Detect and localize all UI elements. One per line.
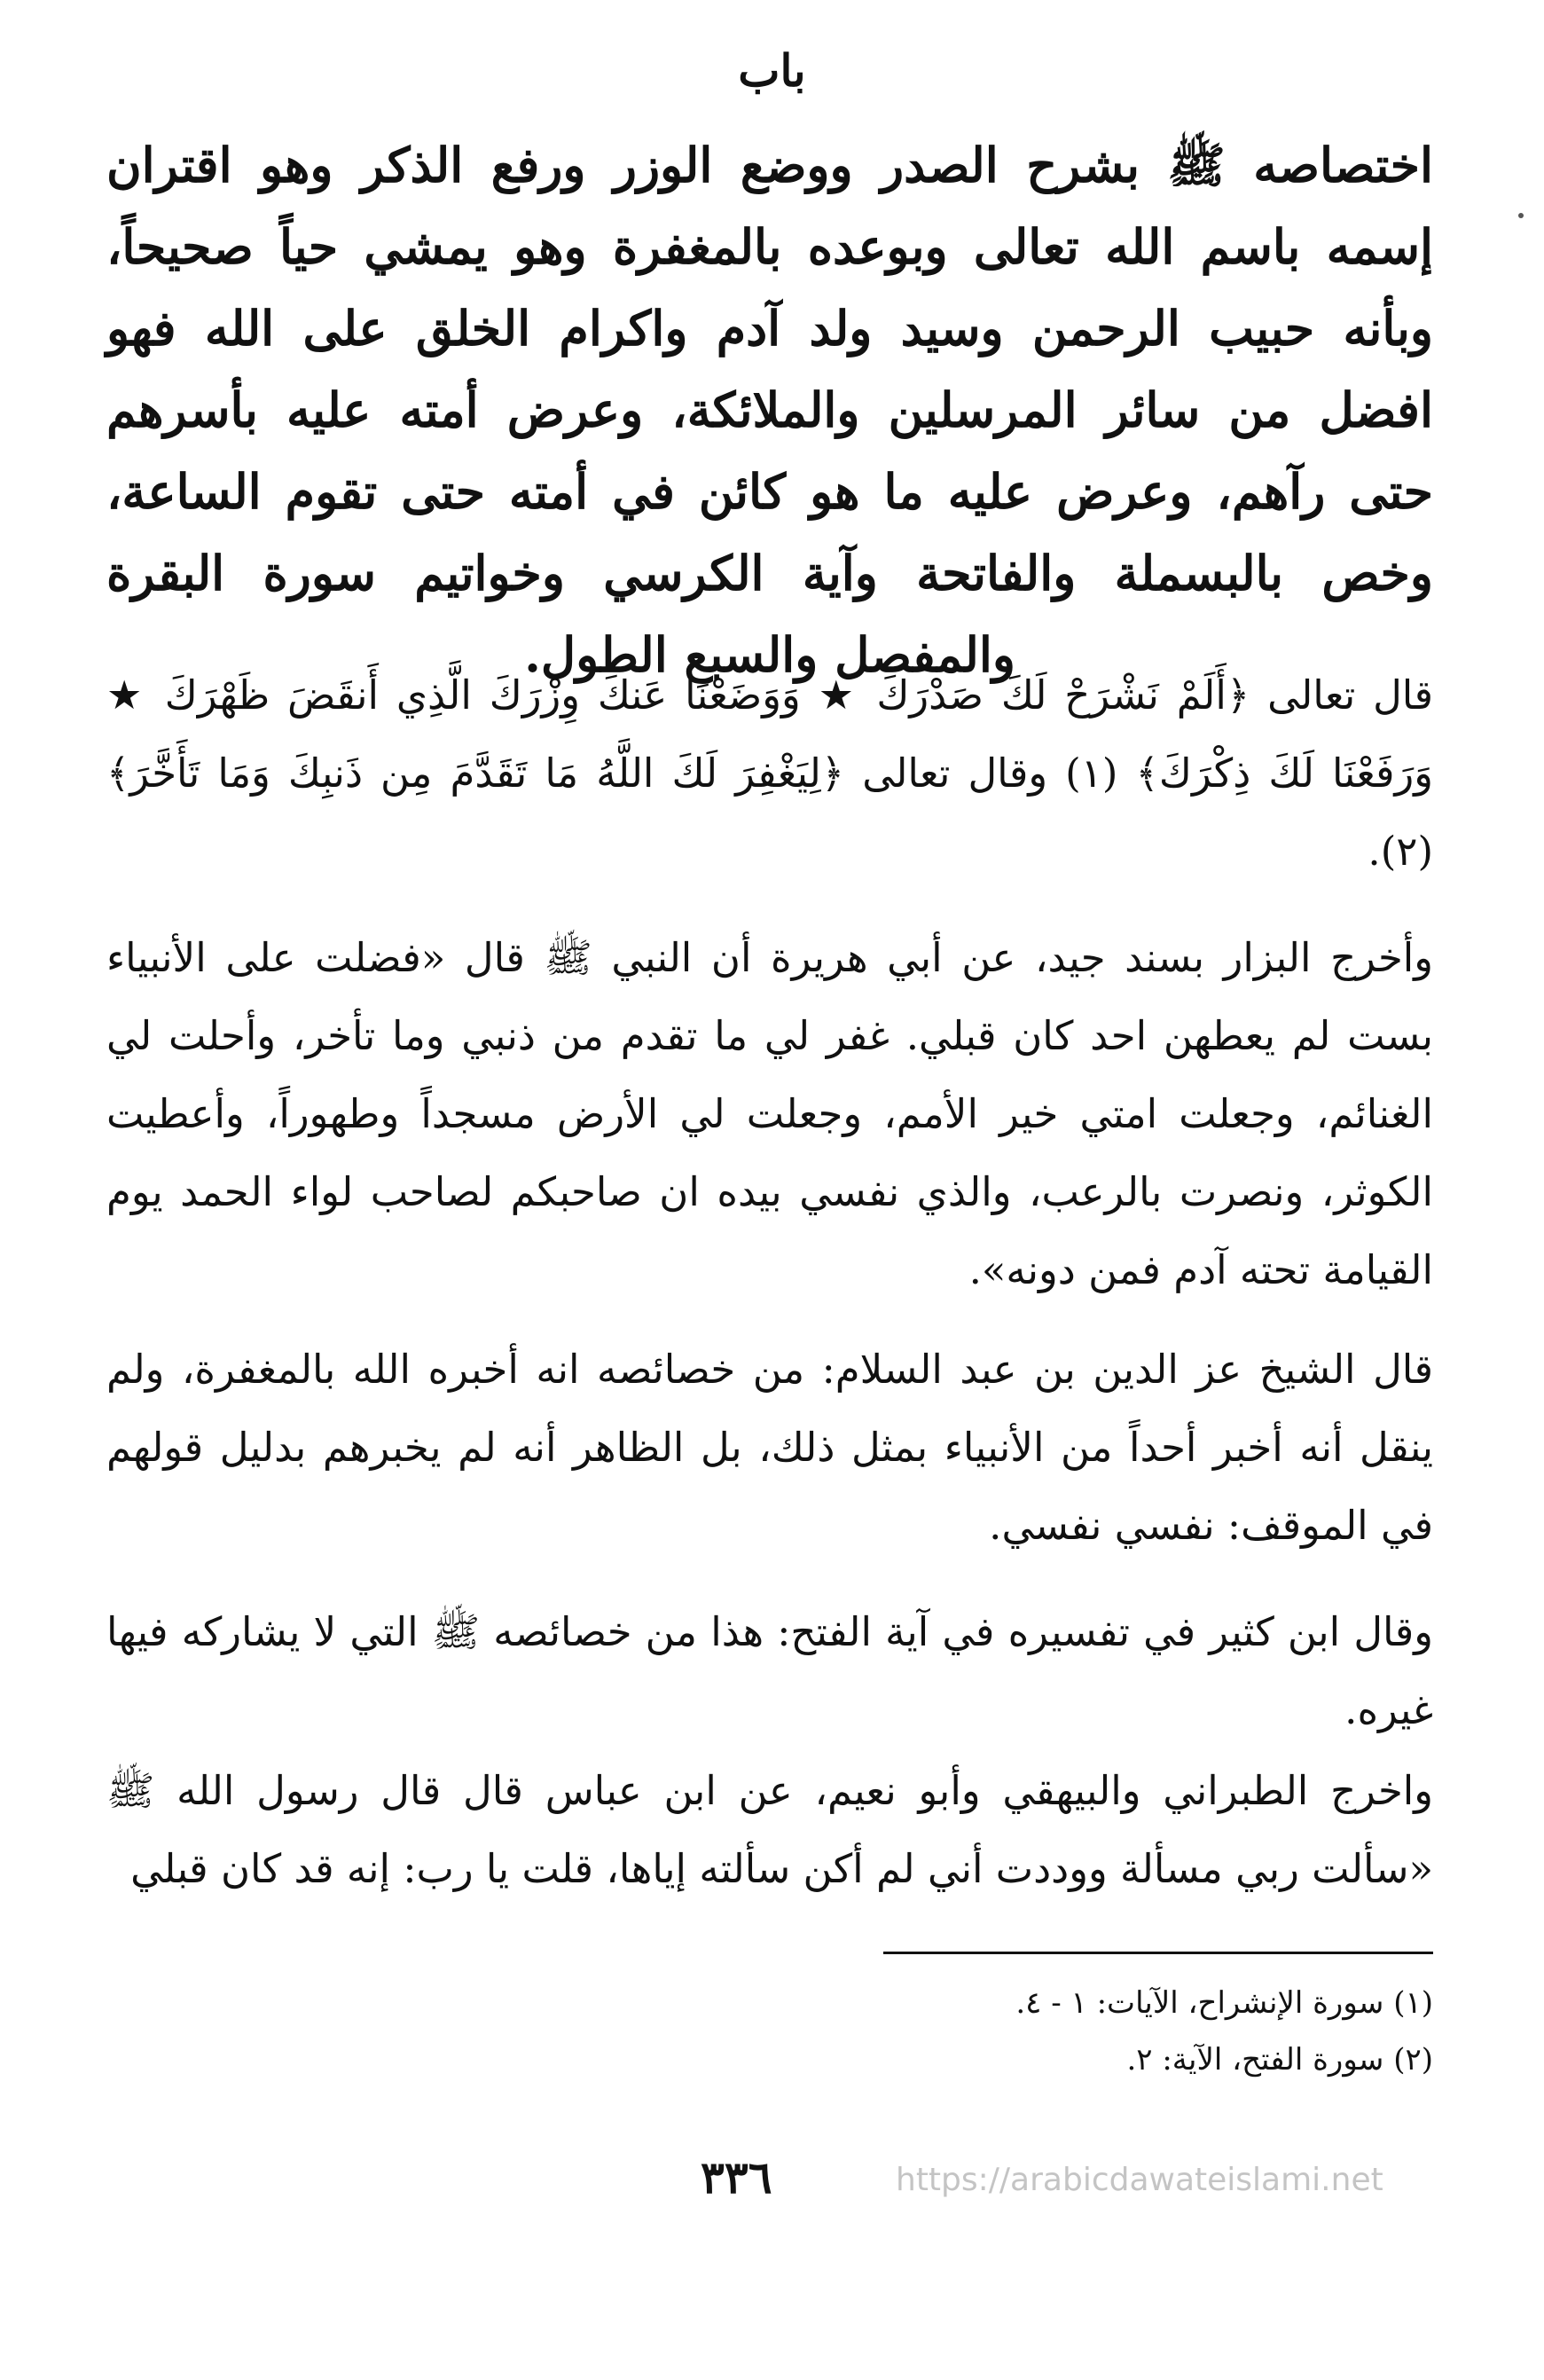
paragraph-hadith-bazzar: وأخرج البزار بسند جيد، عن أبي هريرة أن النبي ﷺ قال «فضلت على الأنبياء بست لم يعطهن احد كان قبلي. غفر لي ما تقدم من ذنبي وما تأخر، وأحلت لي الغنائم، وجعلت امتي خير الأمم، وجعلت لي الأرض مسجداً وطهوراً، وأعطيت الكوثر، ونصرت بالرعب، والذي نفسي بيده ان صاحبكم لصاحب لواء الحمد يوم القيامة تحته آدم فمن دونه».	[106, 934, 1433, 1293]
paragraph-ibn-kathir: وقال ابن كثير في تفسيره في آية الفتح: هذا من خصائصه ﷺ التي لا يشاركه فيها غيره.	[106, 1608, 1433, 1733]
page-number: ٣٣٦	[701, 2151, 772, 2203]
stray-ink-mark	[1518, 213, 1524, 218]
paragraph-quran-verses: قال تعالى ﴿أَلَمْ نَشْرَحْ لَكَ صَدْرَكَ ★ وَوَضَعْنَا عَنكَ وِزْرَكَ الَّذِي أَنقَضَ ظَهْرَكَ ★ وَرَفَعْنَا لَكَ ذِكْرَكَ﴾ (١) وقال تعالى ﴿لِيَغْفِرَ لَكَ اللَّهُ مَا تَقَدَّمَ مِن ذَنبِكَ وَمَا تَأَخَّرَ﴾ (٢).	[106, 672, 1433, 875]
footnotes	[532, 1975, 1433, 2088]
chapter-title: اختصاصه ﷺ بشرح الصدر ووضع الوزر ورفع الذكر وهو اقتران إسمه باسم الله تعالى وبوعده بالمغفرة وهو يمشي حياً صحيحاً، وبأنه حبيب الرحمن وسيد ولد آدم واكرام الخلق على الله فهو افضل من سائر المرسلين والملائكة، وعرض أمته عليه بأسرهم حتى رآهم، وعرض عليه ما هو كائن في أمته حتى تقوم الساعة، وخص بالبسملة والفاتحة وآية الكرسي وخواتيم سورة البقرة والمفصل والسبع الطول.	[106, 137, 1433, 683]
footnote-1: (١) سورة الإنشراح، الآيات: ١ - ٤.	[1015, 1985, 1433, 2021]
watermark-url: https://arabicdawateislami.net	[896, 2162, 1383, 2198]
paragraph-tabarani: واخرج الطبراني والبيهقي وأبو نعيم، عن ابن عباس قال قال رسول الله ﷺ «سألت ربي مسألة ووددت أني لم أكن سألته إياها، قلت يا رب: إنه قد كان قبلي	[106, 1767, 1433, 1892]
footnote-divider	[883, 1952, 1433, 1954]
paragraph-izz-ibn-abd-alsalam: قال الشيخ عز الدين بن عبد السلام: من خصائصه انه أخبره الله بالمغفرة، ولم ينقل أنه أخبر أحداً من الأنبياء بمثل ذلك، بل الظاهر أنه لم يخبرهم بدليل قولهم في الموقف: نفسي نفسي.	[106, 1346, 1433, 1549]
chapter-label: باب	[738, 44, 806, 97]
footnote-2: (٢) سورة الفتح، الآية: ٢.	[1126, 2042, 1433, 2078]
